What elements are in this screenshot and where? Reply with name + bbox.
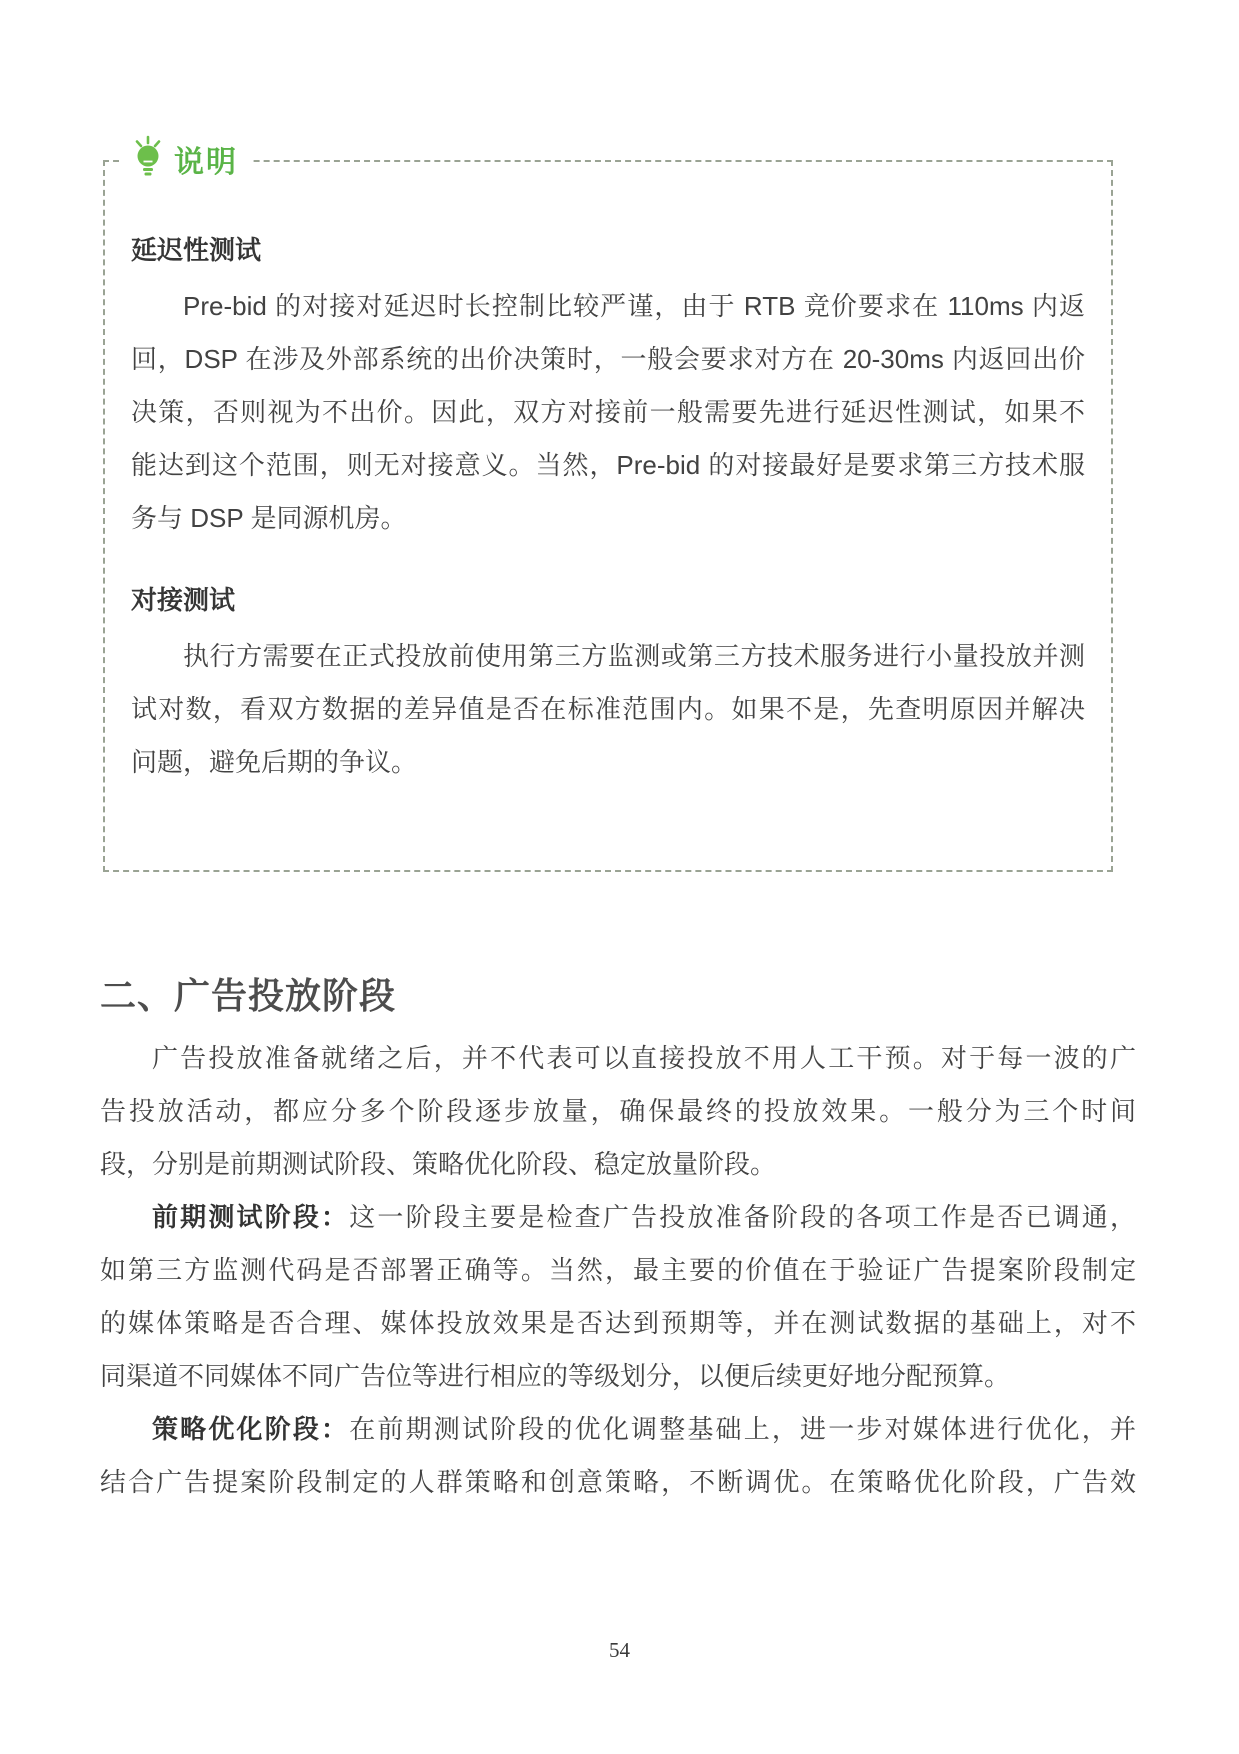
box-heading-latency-test: 延迟性测试: [131, 235, 262, 265]
text-line: 能达到这个范围，则无对接意义。当然，Pre-bid 的对接最好是要求第三方技术服: [131, 450, 1085, 480]
text-line: 广告投放准备就绪之后，并不代表可以直接投放不用人工干预。对于每一波的广: [152, 1043, 1136, 1073]
text-line: 回，DSP 在涉及外部系统的出价决策时，一般会要求对方在 20-30ms 内返回出价: [131, 344, 1085, 374]
body-text: [100, 1032, 1136, 1509]
text-line: 段，分别是前期测试阶段、策略优化阶段、稳定放量阶段。: [100, 1149, 777, 1179]
box-paragraph-latency: [131, 280, 1085, 545]
text-line: 试对数，看双方数据的差异值是否在标准范围内。如果不是，先查明原因并解决: [131, 694, 1085, 724]
note-box-title-label: 说明: [174, 145, 238, 179]
text-line: 同渠道不同媒体不同广告位等进行相应的等级划分，以便后续更好地分配预算。: [100, 1361, 1011, 1391]
text-line: 问题，避免后期的争议。: [131, 747, 418, 777]
text-line: [100, 1403, 1136, 1456]
text-line: 告投放活动，都应分多个阶段逐步放量，确保最终的投放效果。一般分为三个时间: [100, 1096, 1136, 1126]
note-box: [103, 145, 1113, 872]
text-line-rest: 在前期测试阶段的优化调整基础上，进一步对媒体进行优化，并: [349, 1414, 1136, 1444]
text-line: 如第三方监测代码是否部署正确等。当然，最主要的价值在于验证广告提案阶段制定: [100, 1255, 1136, 1285]
section-heading-ad-delivery-phase: 二、广告投放阶段: [100, 975, 397, 1016]
phase-name-bold: 策略优化阶段：: [152, 1414, 350, 1444]
lightbulb-icon: [131, 135, 165, 182]
text-line: 决策，否则视为不出价。因此，双方对接前一般需要先进行延迟性测试，如果不: [131, 397, 1085, 427]
box-heading-integration-test: 对接测试: [131, 585, 236, 615]
text-line: 执行方需要在正式投放前使用第三方监测或第三方技术服务进行小量投放并测: [183, 641, 1085, 671]
text-line: Pre-bid 的对接对延迟时长控制比较严谨，由于 RTB 竞价要求在 110ms 内返: [183, 291, 1085, 321]
text-line: [100, 1191, 1136, 1244]
text-line: 结合广告提案阶段制定的人群策略和创意策略，不断调优。在策略优化阶段，广告效: [100, 1467, 1136, 1497]
text-line: 务与 DSP 是同源机房。: [131, 503, 407, 533]
page-number: 54: [609, 1638, 630, 1662]
text-line-rest: 这一阶段主要是检查广告投放准备阶段的各项工作是否已调通，: [349, 1202, 1136, 1232]
phase-name-bold: 前期测试阶段：: [152, 1202, 350, 1232]
box-paragraph-integration: [131, 630, 1085, 789]
text-line: 的媒体策略是否合理、媒体投放效果是否达到预期等，并在测试数据的基础上，对不: [100, 1308, 1136, 1338]
note-box-title: [119, 135, 250, 182]
